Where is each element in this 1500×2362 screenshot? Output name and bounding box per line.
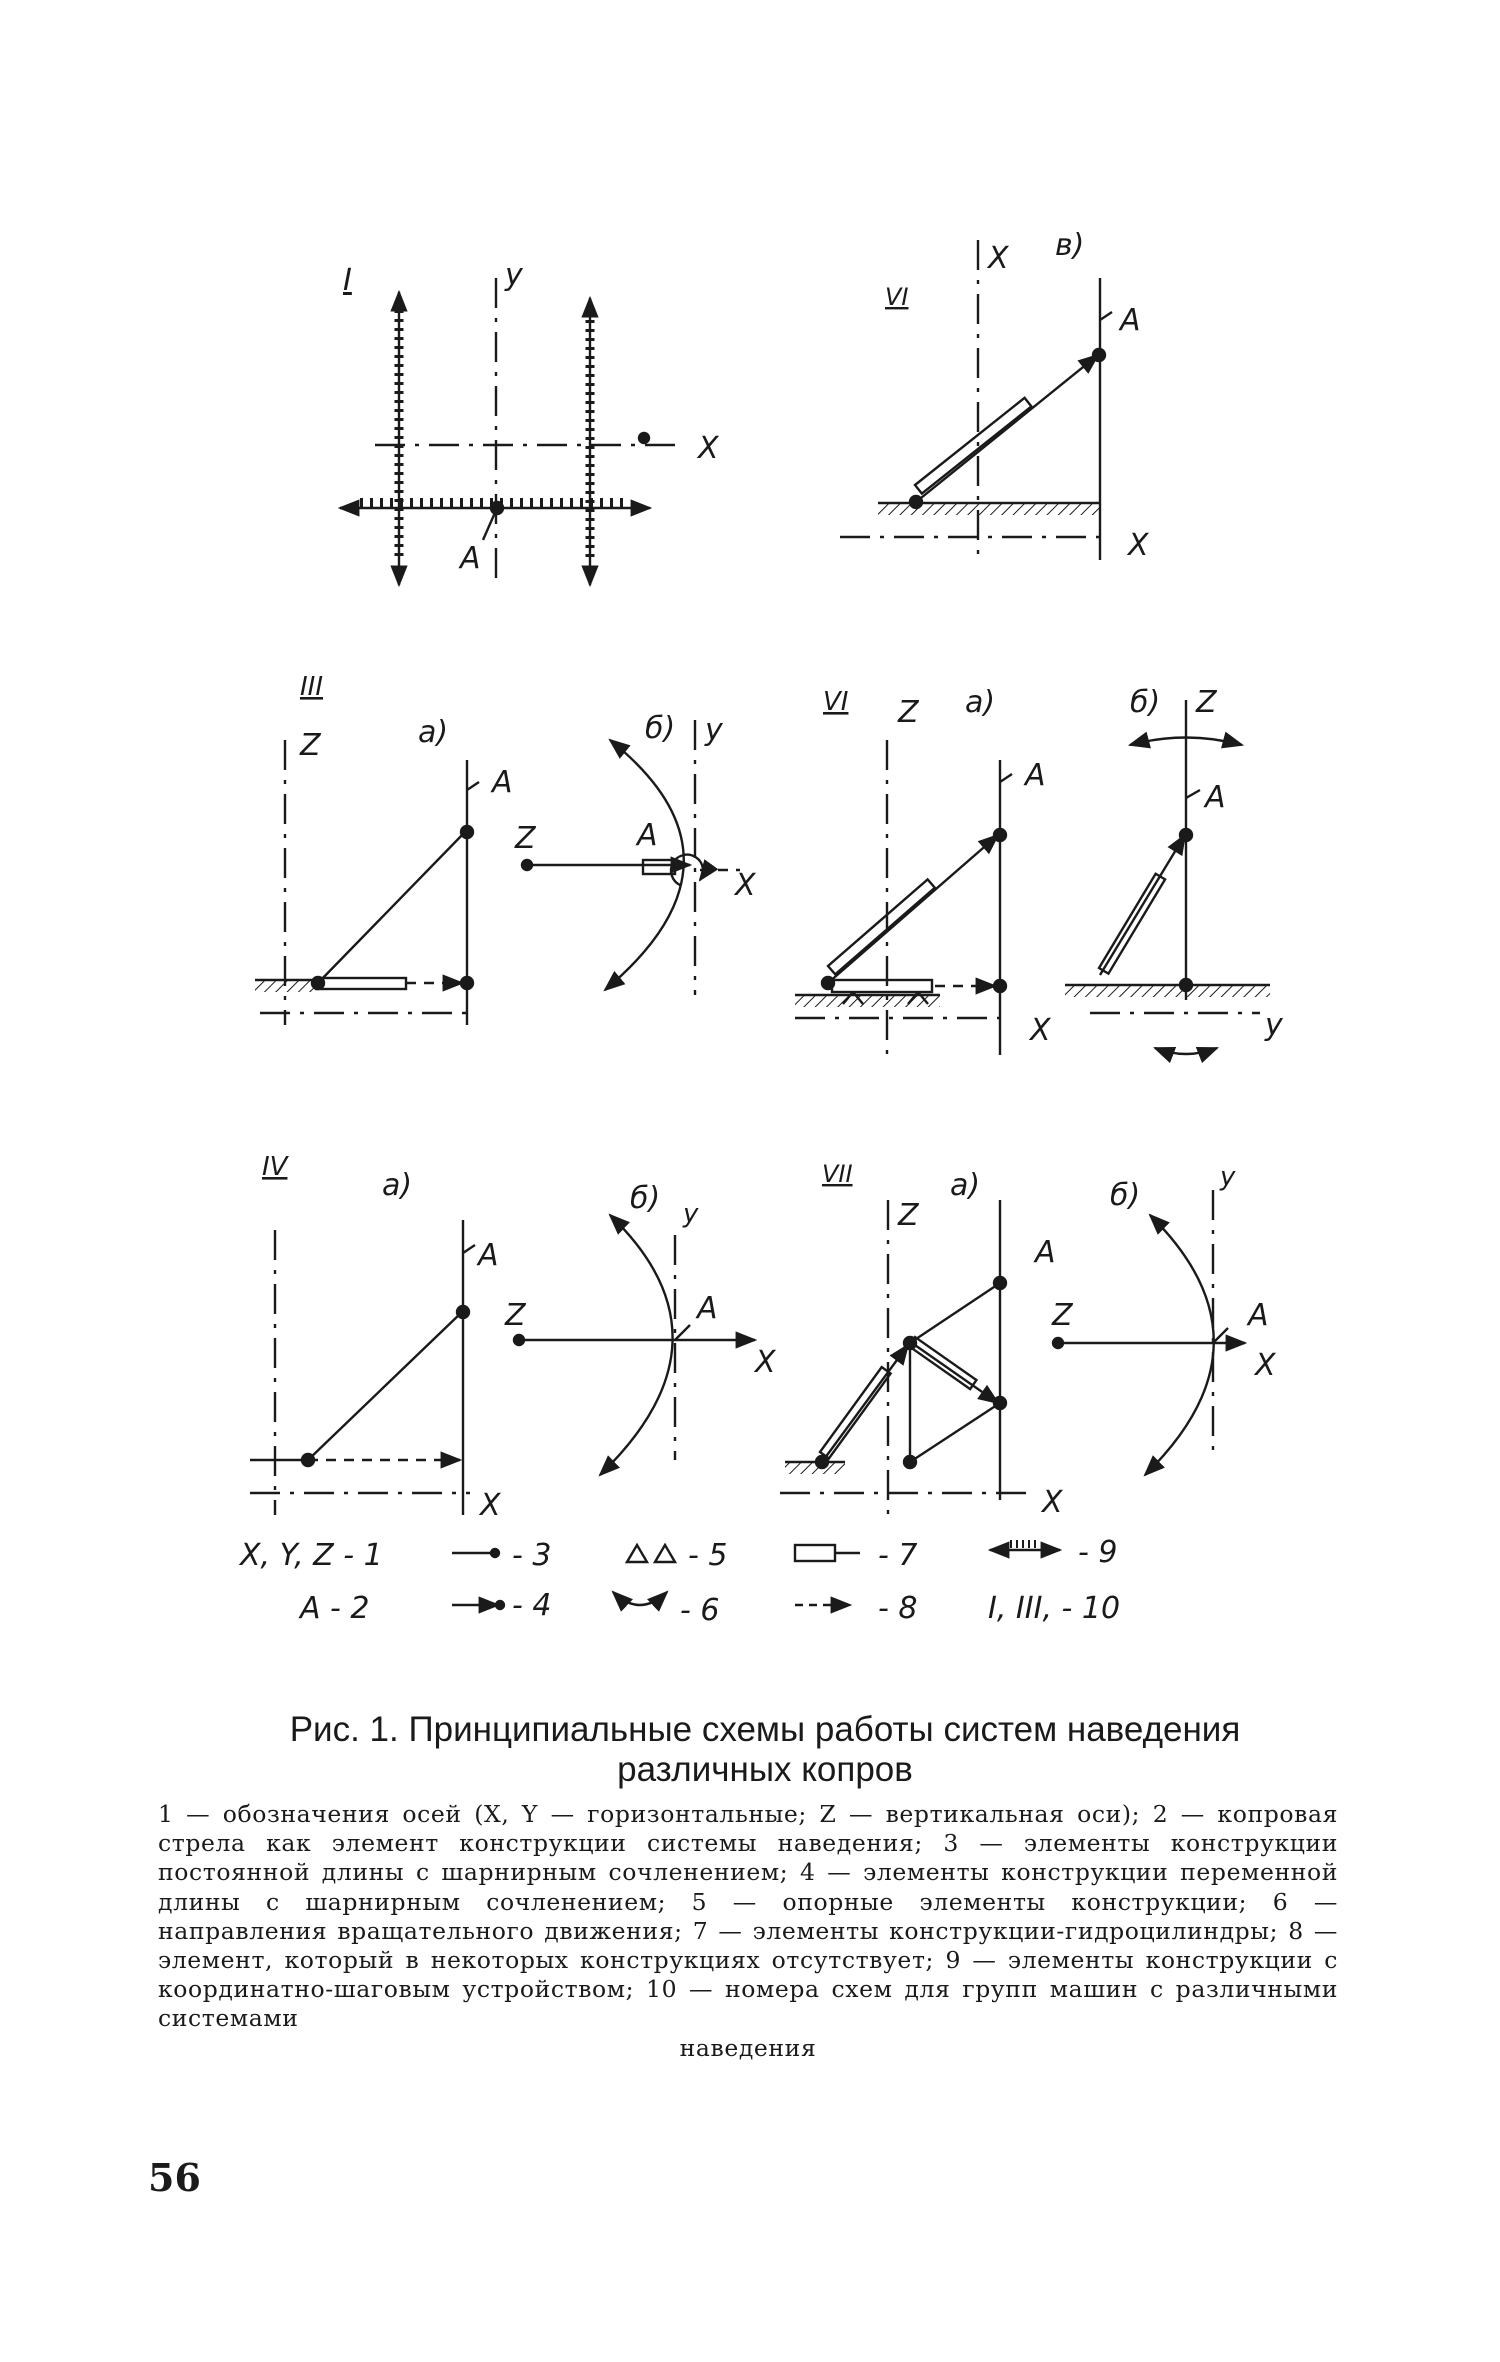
- axis-label-z: Z: [898, 1198, 919, 1233]
- scheme-VI-b-sub: б): [1130, 685, 1161, 720]
- scheme-VI-label: VI: [823, 687, 849, 717]
- axis-label-z: Z: [300, 728, 321, 763]
- point-label-a: A: [637, 818, 658, 853]
- axis-label-y: y: [1265, 1008, 1283, 1043]
- point-label-a: A: [460, 541, 481, 576]
- axis-label-x: X: [755, 1345, 776, 1380]
- scheme-III-a-sub: а): [418, 715, 449, 750]
- scheme-VI-b: [1065, 700, 1270, 1054]
- legend-item-5: - 5: [688, 1538, 728, 1573]
- figure-caption-title: [220, 1710, 1310, 1790]
- legend-item-1: X, Y, Z - 1: [240, 1538, 383, 1573]
- point-label-a: A: [697, 1291, 718, 1326]
- scheme-VI-v-label: VI: [885, 283, 909, 311]
- axis-label-x: X: [735, 868, 756, 903]
- point-label-a: A: [492, 765, 513, 800]
- scheme-VI-v-sub: в): [1055, 228, 1085, 263]
- axis-label-z: Z: [505, 1298, 526, 1333]
- legend-item-3: - 3: [512, 1538, 552, 1573]
- axis-label-x-bottom: X: [1128, 528, 1149, 563]
- scheme-VII-a-sub: а): [950, 1168, 981, 1203]
- axis-label-x: X: [480, 1488, 501, 1523]
- axis-label-z: Z: [515, 821, 536, 856]
- scheme-IV-b-sub: б): [630, 1181, 661, 1216]
- legend-item-6: - 6: [680, 1593, 720, 1628]
- caption-legend-text: 1 — обозначения осей (X, Y — горизонтальные; Z — вертикальная оси); 2 — копровая стрела как элемент конструкции системы наведения; 3 — элементы конструкции постоянной длины с шарнирным сочленением; 4 — элементы конструкции переменной длины с шарнирным сочленением; 5 — опорные элементы конструкции; 6 — направления вращательного движения; 7 — элементы конструкции-гидроцилиндры; 8 — элемент, который в некоторых конструкциях отсутствует; 9 — элементы конструкции с координатно-шаговым устройством; 10 — номера схем для групп машин с различными системами: [158, 1800, 1338, 2033]
- axis-label-x: X: [1030, 1013, 1051, 1048]
- axis-label-y: y: [505, 258, 523, 293]
- axis-label-z: Z: [898, 695, 919, 730]
- axis-label-x: X: [698, 431, 719, 466]
- legend-item-8: - 8: [878, 1591, 918, 1626]
- scheme-VI-a-sub: а): [965, 685, 996, 720]
- axis-label-x-top: X: [988, 241, 1009, 276]
- axis-label-y: y: [683, 1199, 699, 1229]
- point-label-a: A: [1120, 303, 1141, 338]
- caption-legend-last-line: наведения: [679, 2033, 817, 2062]
- scheme-IV-a: [250, 1220, 475, 1515]
- scheme-I-label: I: [343, 263, 352, 298]
- point-label-a: A: [478, 1238, 499, 1273]
- scheme-VII-b-sub: б): [1110, 1178, 1141, 1213]
- scheme-VII-a: [780, 1200, 1030, 1520]
- caption-title-line-2: различных копров: [617, 1750, 913, 1789]
- scheme-III-a: [255, 740, 479, 1025]
- scheme-III-b: [522, 720, 740, 995]
- scheme-VII-b: [1053, 1190, 1245, 1475]
- scheme-IV-b: [514, 1215, 755, 1475]
- scheme-IV-label: IV: [262, 1152, 288, 1182]
- axis-label-z: Z: [1196, 685, 1217, 720]
- axis-label-x: X: [1255, 1348, 1276, 1383]
- scheme-III-b-sub: б): [645, 711, 676, 746]
- scheme-VI-a: [795, 740, 1012, 1055]
- scheme-IV-a-sub: а): [382, 1168, 413, 1203]
- point-label-a: A: [1205, 780, 1226, 815]
- scheme-III-label: III: [300, 672, 324, 702]
- legend-item-10: I, III, - 10: [988, 1591, 1121, 1626]
- point-label-a: A: [1025, 758, 1046, 793]
- page-number: 56: [148, 2155, 201, 2200]
- legend-item-4: - 4: [512, 1588, 552, 1623]
- legend-item-9: - 9: [1078, 1535, 1118, 1570]
- axis-label-y: y: [705, 713, 723, 748]
- point-label-a: A: [1035, 1235, 1056, 1270]
- caption-title-line-1: Рис. 1. Принципиальные схемы работы систем наведения: [289, 1710, 1241, 1749]
- scheme-VI-v: [840, 240, 1112, 560]
- scheme-I: [340, 278, 680, 585]
- axis-label-x: X: [1042, 1485, 1063, 1520]
- axis-label-z: Z: [1052, 1298, 1073, 1333]
- scheme-VII-label: VII: [822, 1160, 853, 1188]
- axis-label-y: y: [1220, 1162, 1236, 1192]
- legend-item-7: - 7: [878, 1538, 918, 1573]
- point-label-a: A: [1248, 1298, 1269, 1333]
- legend-item-2: A - 2: [300, 1591, 370, 1626]
- figure-caption-body: [158, 1800, 1338, 2063]
